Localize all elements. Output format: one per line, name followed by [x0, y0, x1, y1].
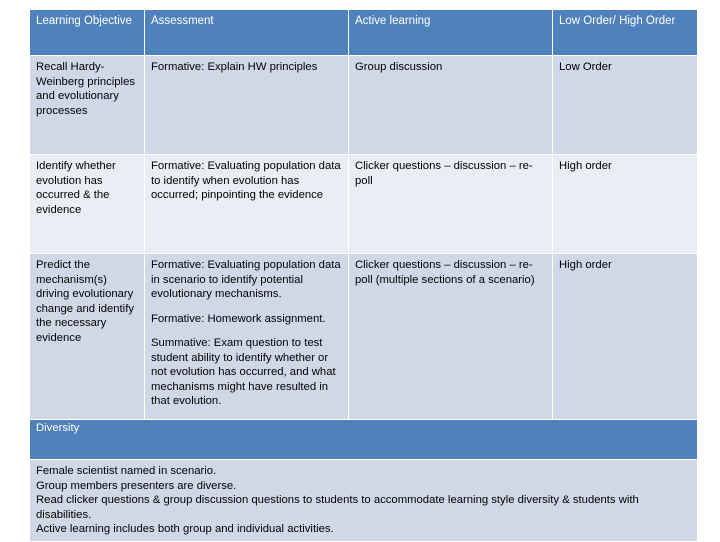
assessment-cell: Formative: Explain HW principles: [145, 56, 349, 155]
objective-cell: Predict the mechanism(s) driving evolutionary change and identify the necessary evidence: [30, 254, 145, 420]
header-active-learning: Active learning: [349, 10, 553, 56]
active-learning-cell: Clicker questions – discussion – re-poll (multiple sections of a scenario): [349, 254, 553, 420]
assessment-formative-2: Formative: Homework assignment.: [151, 312, 326, 325]
header-order: Low Order/ High Order: [553, 10, 698, 56]
assessment-cell: [145, 254, 349, 420]
header-learning-objective: Learning Objective: [30, 10, 145, 56]
table-row: [30, 254, 698, 420]
header-assessment: Assessment: [145, 10, 349, 56]
order-cell: High order: [553, 155, 698, 254]
diversity-header-row: [30, 420, 698, 460]
diversity-title: Diversity: [30, 420, 698, 460]
diversity-notes: [30, 460, 698, 542]
diversity-line: Active learning includes both group and individual activities.: [36, 523, 334, 535]
learning-objectives-table: [29, 9, 698, 542]
assessment-formative-1: Formative: Evaluating population data in scenario to identify potential evolutionary mechanisms.: [151, 259, 341, 300]
diversity-line: Female scientist named in scenario.: [36, 465, 217, 477]
active-learning-cell: Group discussion: [349, 56, 553, 155]
table-header-row: [30, 10, 698, 56]
objective-cell: Identify whether evolution has occurred & the evidence: [30, 155, 145, 254]
table-row: [30, 56, 698, 155]
diversity-line: Group members presenters are diverse.: [36, 479, 237, 492]
table-row: [30, 155, 698, 254]
assessment-cell: Formative: Evaluating population data to identify when evolution has occurred; pinpointing the evidence: [145, 155, 349, 254]
diversity-body-row: [30, 460, 698, 542]
diversity-line: Read clicker questions & group discussion questions to students to accommodate learning style diversity & students with disabilities.: [36, 494, 639, 521]
assessment-summative: Summative: Exam question to test student ability to identify whether or not evolution has occurred, and what mechanisms might have resulted in that evolution.: [151, 337, 336, 407]
order-cell: High order: [553, 254, 698, 420]
objective-cell: Recall Hardy-Weinberg principles and evolutionary processes: [30, 56, 145, 155]
active-learning-cell: Clicker questions – discussion – re-poll: [349, 155, 553, 254]
order-cell: Low Order: [553, 56, 698, 155]
